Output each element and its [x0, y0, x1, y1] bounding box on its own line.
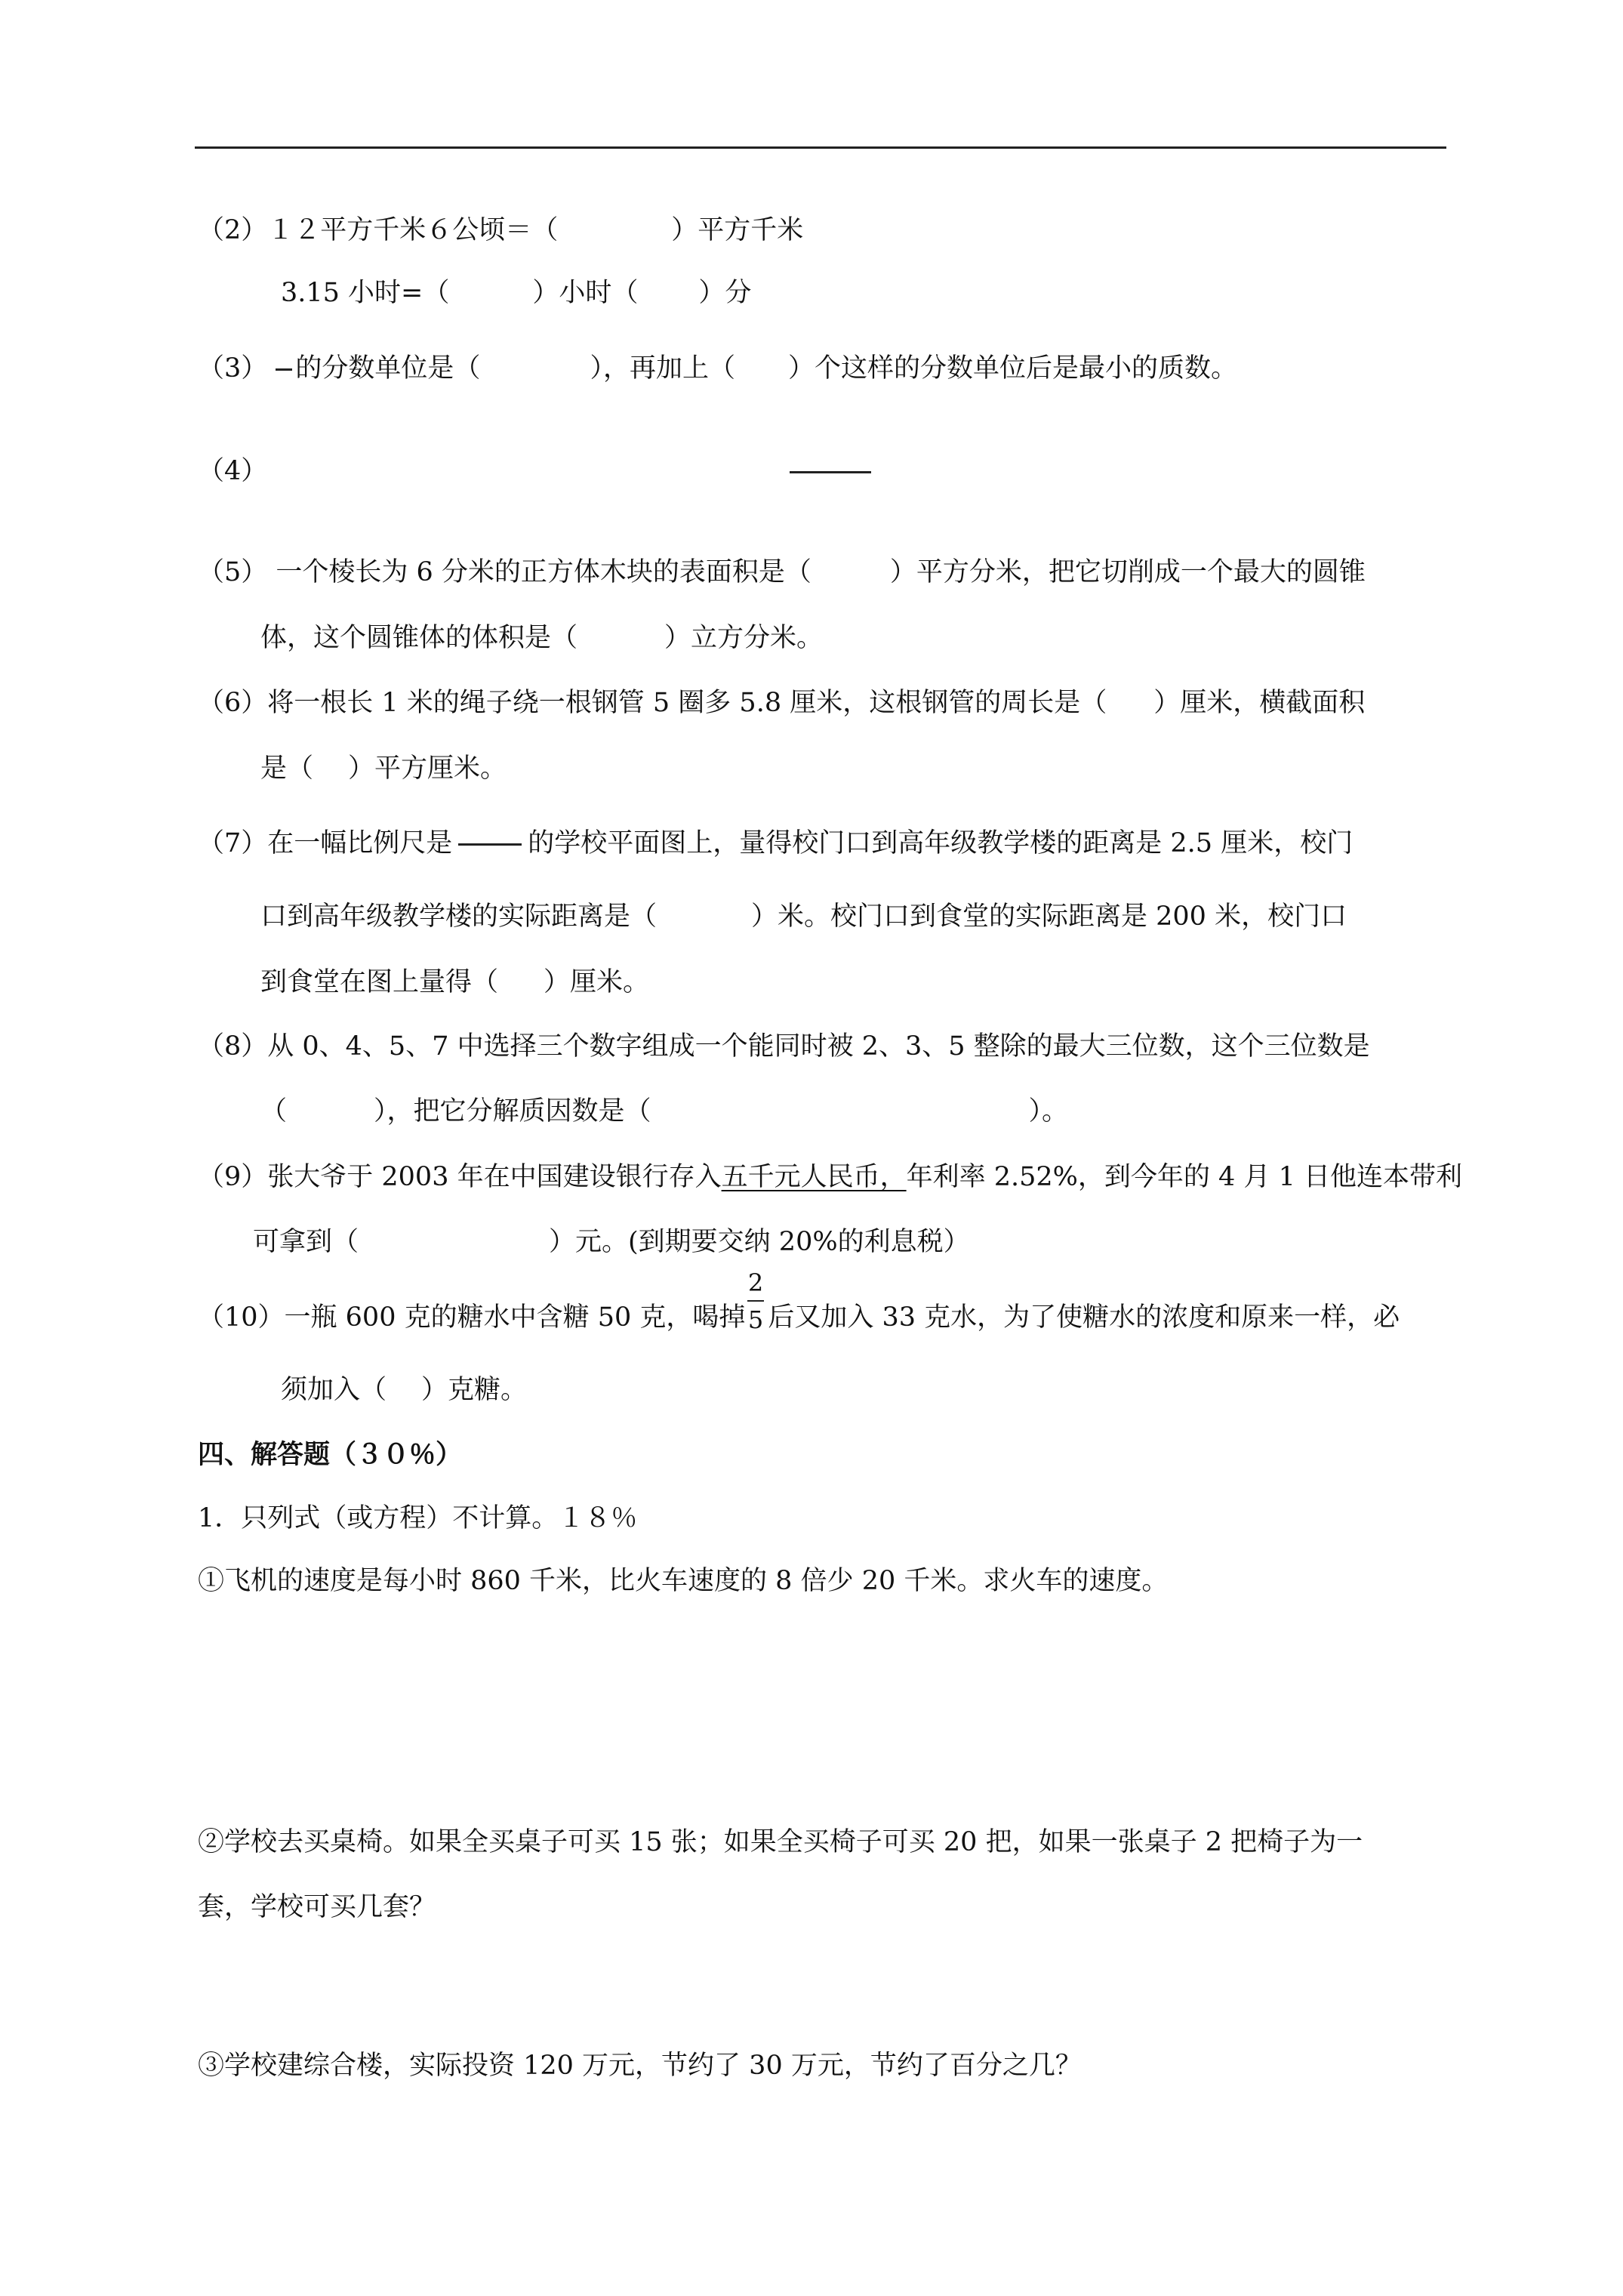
question-8-line-2: （ ），把它分解质因数是（ ）。 [260, 1096, 1069, 1126]
question-7-line-3: 到食堂在图上量得（ ）厘米。 [260, 967, 650, 997]
header-rule [195, 146, 1446, 149]
question-2-line-1: （2）１２平方千米６公顷＝（ ）平方千米 [198, 215, 804, 245]
question-5-line-2: 体，这个圆锥体的体积是（ ）立方分米。 [260, 623, 824, 653]
question-9-line-2: 可拿到（ ）元。(到期要交纳 20%的利息税） [253, 1227, 970, 1257]
problem-1a: ①飞机的速度是每小时 860 千米，比火车速度的 8 倍少 20 千米。求火车的速度。 [198, 1566, 1169, 1596]
problem-1c: ③学校建综合楼，实际投资 120 万元，节约了 30 万元，节约了百分之几？ [198, 2051, 1082, 2081]
fraction-bar [747, 1300, 764, 1302]
question-7-line-2: 口到高年级教学楼的实际距离是（ ）米。校门口到食堂的实际距离是 200 米，校门口 [260, 901, 1347, 932]
question-7-line-1: （7）在一幅比例尺是 的学校平面图上，量得校门口到高年级教学楼的距离是 2.5 厘米，校门 [198, 828, 1354, 858]
question-4-blank-line [790, 471, 871, 473]
question-4: （4） [198, 456, 268, 486]
question-10-line-2: 须加入（ ）克糖。 [281, 1375, 528, 1405]
question-6-line-2: 是（ ）平方厘米。 [260, 754, 507, 784]
question-5-line-1: （5） 一个棱长为 6 分米的正方体木块的表面积是（ ）平方分米，把它切削成一个最大的圆锥 [198, 557, 1366, 587]
problem-1b-line-2: 套，学校可买几套？ [198, 1892, 436, 1922]
problem-1-title: 1．只列式（或方程）不计算。１８％ [198, 1503, 638, 1533]
question-2-line-2: 3.15 小时=（ ）小时（ ）分 [281, 278, 752, 308]
scale-blank-line [458, 843, 522, 846]
question-6-line-1: （6）将一根长 1 米的绳子绕一根钢管 5 圈多 5.8 厘米，这根钢管的周长是（ ）厘米，横截面积 [198, 688, 1366, 718]
fraction-placeholder [276, 368, 292, 371]
fraction-numerator: 2 [747, 1268, 764, 1297]
section-4-title: 四、解答题（３０％） [198, 1439, 463, 1470]
question-9-line-1: （9）张大爷于 2003 年在中国建设银行存入五千元人民币，年利率 2.52%，到今年的 4 月 1 日他连本带利 [198, 1162, 1462, 1192]
underlined-amount: 五千元人民币， [721, 1162, 907, 1192]
question-3: （3） 的分数单位是（ ），再加上（ ）个这样的分数单位后是最小的质数。 [198, 353, 1237, 384]
question-8-line-1: （8）从 0、4、5、7 中选择三个数字组成一个能同时被 2、3、5 整除的最大三位数，这个三位数是 [198, 1031, 1370, 1062]
fraction-denominator: 5 [747, 1305, 764, 1334]
problem-1b-line-1: ②学校去买桌椅。如果全买桌子可买 15 张；如果全买椅子可买 20 把，如果一张桌子 2 把椅子为一 [198, 1827, 1363, 1857]
question-10-line-1: （10）一瓶 600 克的糖水中含糖 50 克，喝掉 后又加入 33 克水，为了使糖水的浓度和原来一样，必 [198, 1302, 1400, 1333]
